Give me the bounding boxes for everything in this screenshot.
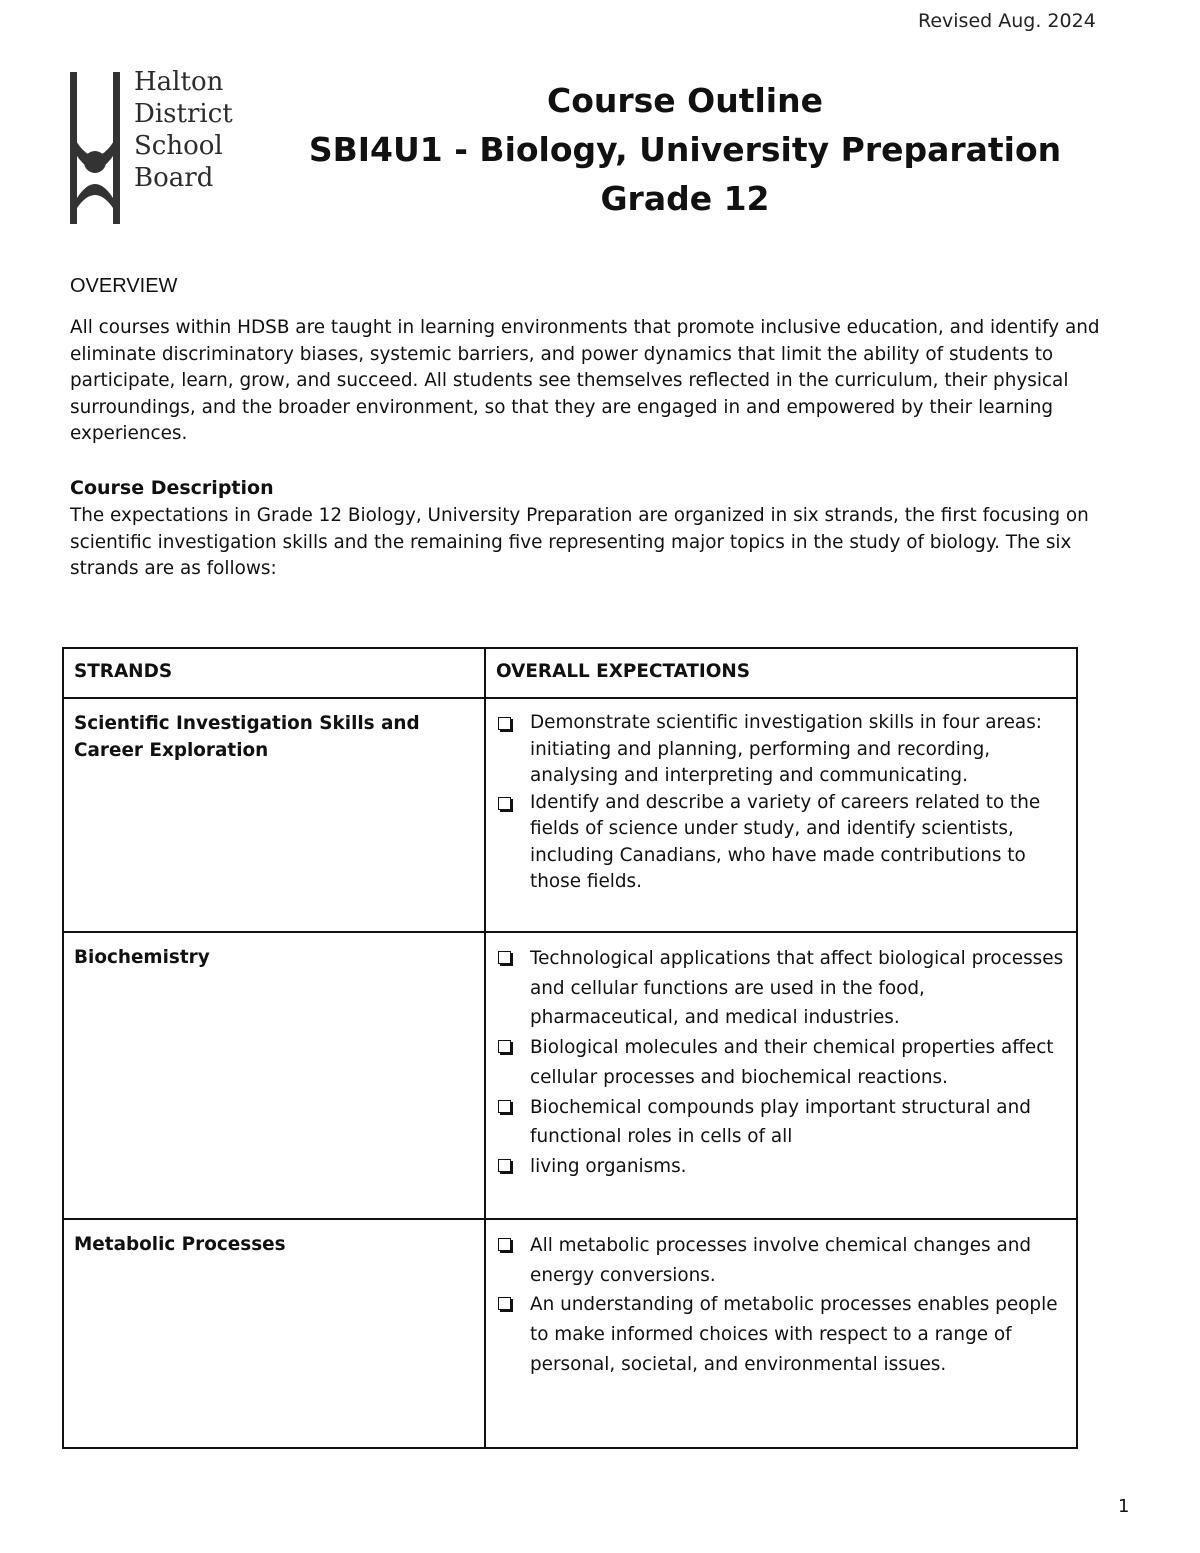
- expectation-text: All metabolic processes involve chemical changes and energy conversions.: [530, 1235, 1032, 1286]
- expectation-item: [496, 1231, 1066, 1290]
- title-line-course-code: SBI4U1 - Biology, University Preparation: [308, 130, 1062, 169]
- logo-wordmark: [134, 66, 233, 194]
- title-line-course-outline: Course Outline: [547, 81, 823, 120]
- expectation-item: [496, 790, 1066, 896]
- course-description-paragraph: The expectations in Grade 12 Biology, University Preparation are organized in six strands, the first focusing on scientific investigation skills and the remaining five representing major topics in the study of biology. The six strands are as follows:: [70, 505, 1089, 579]
- expectation-item: [496, 1033, 1066, 1092]
- logo-line: District: [134, 99, 233, 129]
- expectation-text: living organisms.: [530, 1155, 687, 1177]
- expectation-text: Biochemical compounds play important structural and functional roles in cells of all: [530, 1096, 1031, 1148]
- page-number: 1: [1118, 1496, 1130, 1517]
- strand-name: Scientific Investigation Skills and Career Exploration: [63, 698, 485, 932]
- table-row: [63, 1219, 1077, 1448]
- expectation-text: An understanding of metabolic processes enables people to make informed choices with respect to a range of personal, societal, and environmental issues.: [530, 1294, 1058, 1375]
- expectation-text: Identify and describe a variety of careers related to the fields of science under study, and identify scientists, including Canadians, who have made contributions to those fields.: [530, 791, 1041, 892]
- logo-line: Halton: [134, 67, 224, 97]
- expectations-cell: [485, 932, 1077, 1219]
- expectation-item: [496, 1152, 1066, 1182]
- checkbox-bullet-icon: [498, 717, 511, 730]
- overview-heading: OVERVIEW: [70, 275, 178, 297]
- expectation-item: [496, 1093, 1066, 1152]
- checkbox-bullet-icon: [498, 797, 511, 810]
- expectation-text: Technological applications that affect biological processes and cellular functions are used in the food, pharmaceutical, and medical industries.: [530, 948, 1064, 1029]
- document-title: [300, 76, 1070, 223]
- table-row: [63, 698, 1077, 932]
- checkbox-bullet-icon: [498, 1040, 511, 1053]
- logo-line: School: [134, 131, 223, 161]
- expectation-item: [496, 1290, 1066, 1379]
- title-line-grade: Grade 12: [600, 179, 770, 218]
- checkbox-bullet-icon: [498, 1159, 511, 1172]
- checkbox-bullet-icon: [498, 1238, 511, 1251]
- checkbox-bullet-icon: [498, 1297, 511, 1310]
- strands-table: [62, 647, 1078, 1449]
- course-description-heading: Course Description: [70, 477, 274, 499]
- checkbox-bullet-icon: [498, 951, 511, 964]
- logo-figure-icon: [68, 70, 128, 230]
- expectations-cell: [485, 1219, 1077, 1448]
- column-header-strands: STRANDS: [63, 648, 485, 698]
- strand-name: Biochemistry: [63, 932, 485, 1219]
- logo-line: Board: [134, 163, 214, 193]
- overview-paragraph: All courses within HDSB are taught in learning environments that promote inclusive education, and identify and eliminate discriminatory biases, systemic barriers, and power dynamics that limit the ability of students to participate, learn, grow, and succeed. All students see themselves reflected in the curriculum, their physical surroundings, and the broader environment, so that they are engaged in and empowered by their learning experiences.: [70, 317, 1100, 444]
- expectations-cell: [485, 698, 1077, 932]
- strand-name: Metabolic Processes: [63, 1219, 485, 1448]
- expectation-text: Biological molecules and their chemical properties affect cellular processes and biochemical reactions.: [530, 1037, 1054, 1088]
- column-header-expectations: OVERALL EXPECTATIONS: [485, 648, 1077, 698]
- expectation-item: [496, 710, 1066, 790]
- expectation-text: Demonstrate scientific investigation skills in four areas: initiating and planning, performing and recording, analysing and interpreting and communicating.: [530, 712, 1042, 786]
- checkbox-bullet-icon: [498, 1100, 511, 1113]
- revised-date: Revised Aug. 2024: [918, 10, 1096, 32]
- expectation-item: [496, 944, 1066, 1033]
- table-row: [63, 932, 1077, 1219]
- table-header-row: [63, 648, 1077, 698]
- hdsb-logo: [68, 67, 238, 230]
